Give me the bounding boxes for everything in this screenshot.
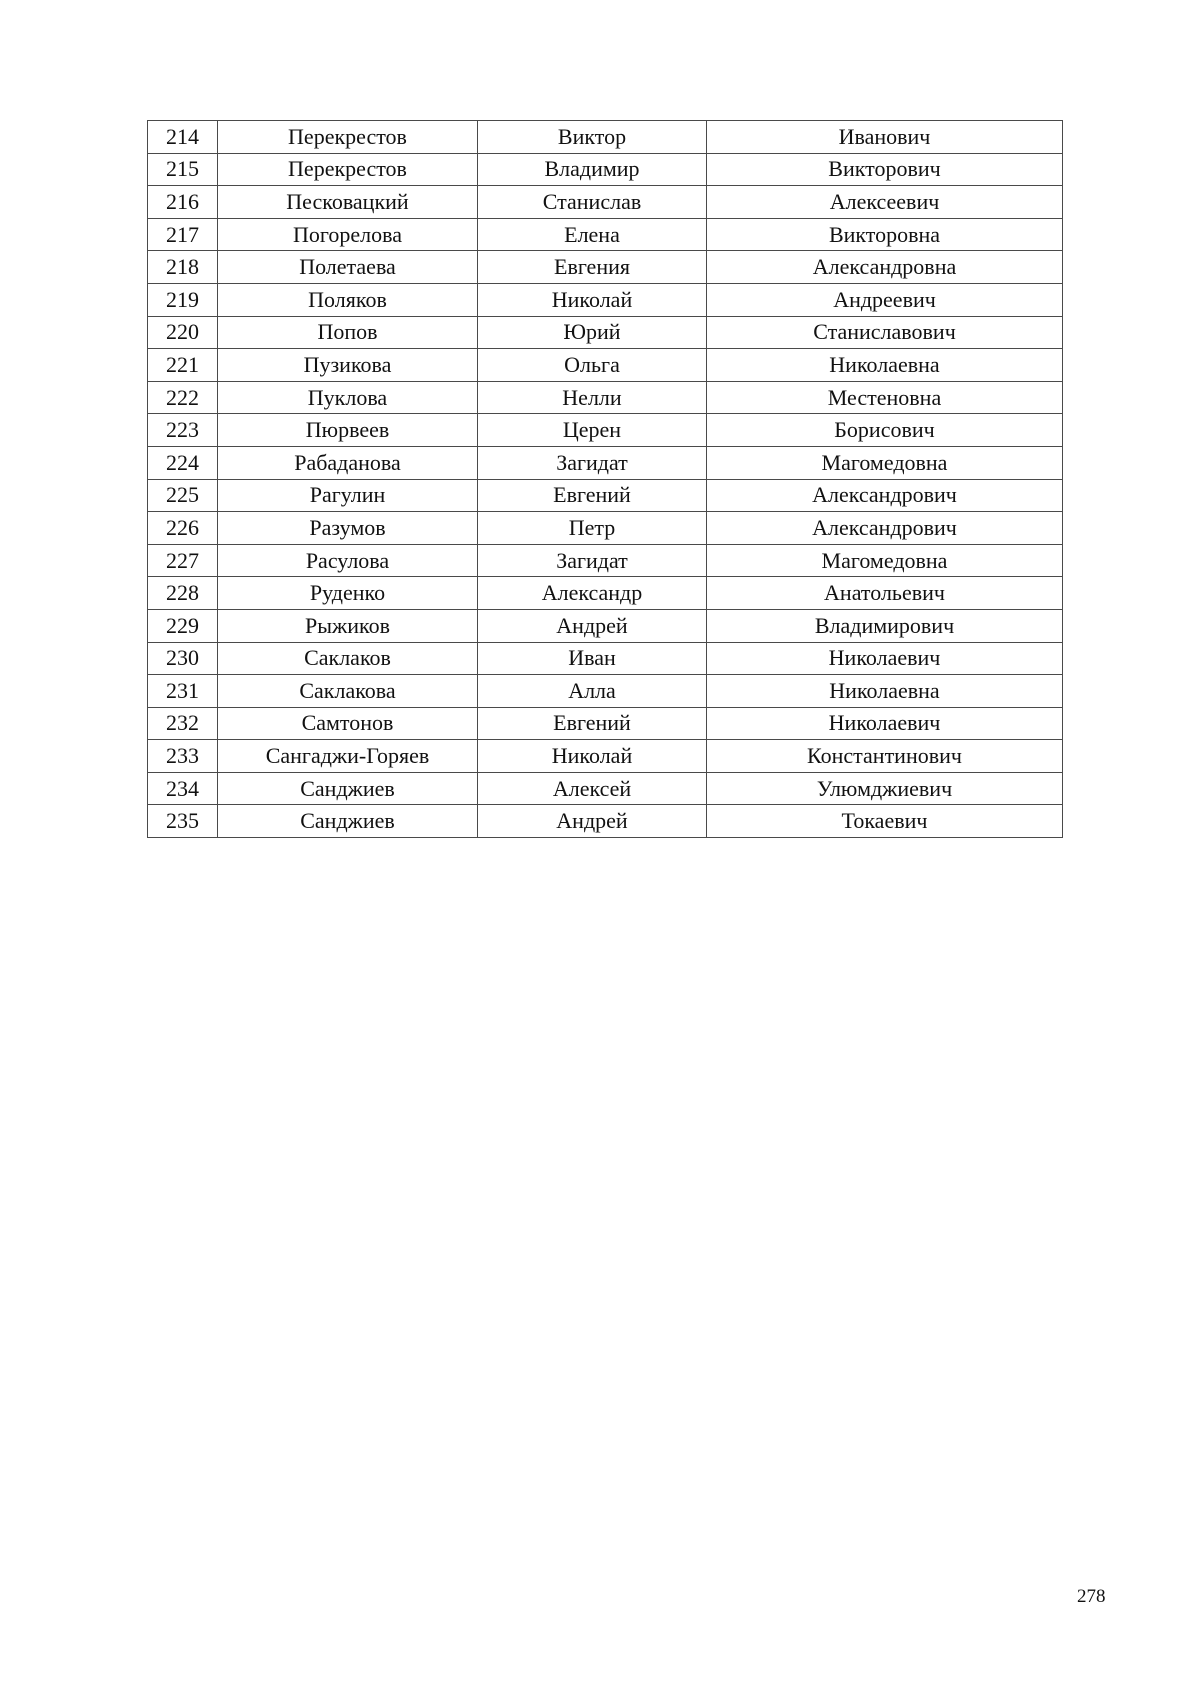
last-name-cell: Рабаданова [218,446,478,479]
row-number-cell: 218 [148,251,218,284]
row-number-cell: 233 [148,740,218,773]
row-number-cell: 230 [148,642,218,675]
patronymic-cell: Магомедовна [707,544,1063,577]
row-number-cell: 226 [148,512,218,545]
first-name-cell: Юрий [478,316,707,349]
first-name-cell: Николай [478,740,707,773]
patronymic-cell: Николаевич [707,642,1063,675]
table-row [148,349,1063,382]
patronymic-cell: Магомедовна [707,446,1063,479]
patronymic-cell: Константинович [707,740,1063,773]
first-name-cell: Александр [478,577,707,610]
first-name-cell: Владимир [478,153,707,186]
patronymic-cell: Николаевна [707,675,1063,708]
patronymic-cell: Улюмджиевич [707,772,1063,805]
table-row [148,512,1063,545]
patronymic-cell: Борисович [707,414,1063,447]
first-name-cell: Евгений [478,479,707,512]
row-number-cell: 220 [148,316,218,349]
row-number-cell: 222 [148,381,218,414]
patronymic-cell: Николаевна [707,349,1063,382]
row-number-cell: 217 [148,218,218,251]
first-name-cell: Евгения [478,251,707,284]
first-name-cell: Елена [478,218,707,251]
first-name-cell: Андрей [478,805,707,838]
first-name-cell: Андрей [478,609,707,642]
first-name-cell: Виктор [478,121,707,154]
table-row [148,609,1063,642]
names-table [147,120,1063,838]
last-name-cell: Песковацкий [218,186,478,219]
patronymic-cell: Токаевич [707,805,1063,838]
patronymic-cell: Анатольевич [707,577,1063,610]
patronymic-cell: Александровна [707,251,1063,284]
last-name-cell: Рагулин [218,479,478,512]
patronymic-cell: Андреевич [707,283,1063,316]
row-number-cell: 235 [148,805,218,838]
row-number-cell: 232 [148,707,218,740]
last-name-cell: Перекрестов [218,121,478,154]
patronymic-cell: Николаевич [707,707,1063,740]
row-number-cell: 219 [148,283,218,316]
table-row [148,675,1063,708]
patronymic-cell: Алексеевич [707,186,1063,219]
first-name-cell: Церен [478,414,707,447]
last-name-cell: Полетаева [218,251,478,284]
first-name-cell: Нелли [478,381,707,414]
table-row [148,740,1063,773]
table-row [148,283,1063,316]
last-name-cell: Рыжиков [218,609,478,642]
last-name-cell: Сангаджи-Горяев [218,740,478,773]
first-name-cell: Ольга [478,349,707,382]
last-name-cell: Саклаков [218,642,478,675]
patronymic-cell: Викторович [707,153,1063,186]
table-row [148,446,1063,479]
patronymic-cell: Викторовна [707,218,1063,251]
last-name-cell: Саклакова [218,675,478,708]
table-row [148,218,1063,251]
first-name-cell: Алексей [478,772,707,805]
last-name-cell: Пуклова [218,381,478,414]
first-name-cell: Алла [478,675,707,708]
table-row [148,316,1063,349]
table-row [148,414,1063,447]
patronymic-cell: Станиславович [707,316,1063,349]
first-name-cell: Иван [478,642,707,675]
patronymic-cell: Александрович [707,479,1063,512]
last-name-cell: Пузикова [218,349,478,382]
page-number: 278 [1077,1586,1106,1607]
row-number-cell: 228 [148,577,218,610]
row-number-cell: 234 [148,772,218,805]
table-row [148,251,1063,284]
names-table-body [148,121,1063,838]
last-name-cell: Самтонов [218,707,478,740]
last-name-cell: Руденко [218,577,478,610]
table-row [148,381,1063,414]
table-row [148,577,1063,610]
table-row [148,707,1063,740]
first-name-cell: Загидат [478,544,707,577]
table-row [148,772,1063,805]
row-number-cell: 224 [148,446,218,479]
last-name-cell: Санджиев [218,805,478,838]
table-row [148,479,1063,512]
last-name-cell: Поляков [218,283,478,316]
row-number-cell: 225 [148,479,218,512]
row-number-cell: 216 [148,186,218,219]
table-row [148,121,1063,154]
patronymic-cell: Александрович [707,512,1063,545]
row-number-cell: 227 [148,544,218,577]
last-name-cell: Разумов [218,512,478,545]
patronymic-cell: Местеновна [707,381,1063,414]
first-name-cell: Евгений [478,707,707,740]
row-number-cell: 229 [148,609,218,642]
row-number-cell: 221 [148,349,218,382]
last-name-cell: Санджиев [218,772,478,805]
last-name-cell: Пюрвеев [218,414,478,447]
table-row [148,186,1063,219]
patronymic-cell: Владимирович [707,609,1063,642]
row-number-cell: 231 [148,675,218,708]
last-name-cell: Попов [218,316,478,349]
row-number-cell: 215 [148,153,218,186]
first-name-cell: Загидат [478,446,707,479]
last-name-cell: Погорелова [218,218,478,251]
table-row [148,642,1063,675]
first-name-cell: Петр [478,512,707,545]
last-name-cell: Расулова [218,544,478,577]
table-row [148,805,1063,838]
first-name-cell: Николай [478,283,707,316]
table-row [148,544,1063,577]
last-name-cell: Перекрестов [218,153,478,186]
patronymic-cell: Иванович [707,121,1063,154]
first-name-cell: Станислав [478,186,707,219]
row-number-cell: 214 [148,121,218,154]
row-number-cell: 223 [148,414,218,447]
table-row [148,153,1063,186]
